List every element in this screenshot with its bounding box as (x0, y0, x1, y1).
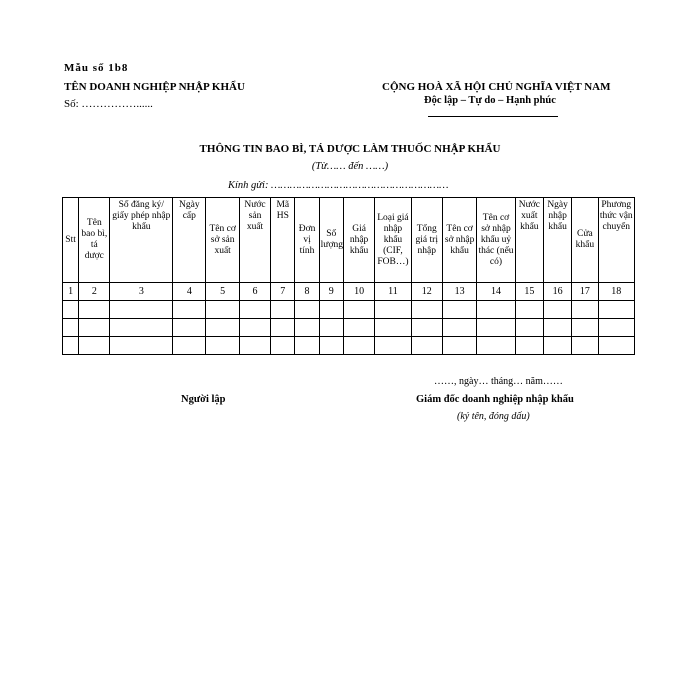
table-cell (79, 337, 110, 355)
column-number: 4 (173, 283, 206, 301)
column-number: 18 (598, 283, 634, 301)
empty-data-rows (63, 301, 635, 355)
table-cell (515, 301, 543, 319)
national-motto: Độc lập – Tự do – Hạnh phúc (424, 95, 556, 106)
table-cell (515, 319, 543, 337)
table-cell (319, 319, 343, 337)
column-number: 9 (319, 283, 343, 301)
table-cell (442, 337, 476, 355)
table-cell (295, 301, 319, 319)
col-header-importer: Tên cơ sở nhập khẩu (442, 198, 476, 283)
import-info-table (62, 197, 635, 355)
recipient-line: Kính gửi: ………………………………………………… (228, 180, 449, 191)
table-cell (343, 337, 374, 355)
table-cell (343, 301, 374, 319)
table-row (63, 337, 635, 355)
column-number: 1 (63, 283, 79, 301)
table-cell (319, 337, 343, 355)
table-cell (572, 337, 598, 355)
col-header-manufacturer: Tên cơ sở sản xuất (206, 198, 239, 283)
table-cell (110, 319, 173, 337)
table-cell (173, 337, 206, 355)
table-cell (110, 301, 173, 319)
col-header-border-gate: Cửa khẩu (572, 198, 598, 283)
table-cell (63, 319, 79, 337)
table-cell (598, 301, 634, 319)
table-cell (79, 319, 110, 337)
column-number: 11 (375, 283, 411, 301)
column-number: 10 (343, 283, 374, 301)
column-number: 8 (295, 283, 319, 301)
table-cell (206, 301, 239, 319)
table-cell (173, 319, 206, 337)
preparer-label: Người lập (181, 394, 226, 405)
table-cell (543, 319, 571, 337)
column-number: 7 (271, 283, 295, 301)
col-header-country-of-manufacture: Nước sản xuất (239, 198, 270, 283)
table-cell (543, 301, 571, 319)
company-name: TÊN DOANH NGHIỆP NHẬP KHẨU (64, 81, 245, 93)
motto-underline (428, 116, 558, 117)
table-cell (63, 337, 79, 355)
col-header-transport-method: Phương thức vận chuyển (598, 198, 634, 283)
table-cell (343, 319, 374, 337)
col-header-quantity: Số lượng (319, 198, 343, 283)
col-header-import-price: Giá nhập khẩu (343, 198, 374, 283)
table-cell (375, 337, 411, 355)
table-cell (79, 301, 110, 319)
table-cell (239, 337, 270, 355)
table-cell (572, 301, 598, 319)
table-cell (239, 301, 270, 319)
form-code: Mẫu số 1b8 (64, 62, 129, 74)
column-number: 6 (239, 283, 270, 301)
table-cell (173, 301, 206, 319)
col-header-export-country: Nước xuất khẩu (515, 198, 543, 283)
table-cell (411, 337, 442, 355)
column-number: 15 (515, 283, 543, 301)
signing-date: ……, ngày… tháng… năm…… (434, 376, 563, 387)
table-cell (206, 319, 239, 337)
table-cell (598, 337, 634, 355)
column-number: 13 (442, 283, 476, 301)
table-cell (271, 319, 295, 337)
table-cell (295, 337, 319, 355)
table-cell (572, 319, 598, 337)
col-header-name: Tên bao bì, tá dược (79, 198, 110, 283)
table-cell (598, 319, 634, 337)
col-header-stt: Stt (63, 198, 79, 283)
header-row (63, 198, 635, 283)
col-header-price-type: Loại giá nhập khẩu (CIF, FOB…) (375, 198, 411, 283)
column-number: 3 (110, 283, 173, 301)
col-header-issue-date: Ngày cấp (173, 198, 206, 283)
table-row (63, 319, 635, 337)
table-cell (477, 337, 515, 355)
col-header-unit: Đơn vị tính (295, 198, 319, 283)
table-cell (375, 301, 411, 319)
national-title: CỘNG HOÀ XÃ HỘI CHỦ NGHĨA VIỆT NAM (382, 81, 611, 93)
col-header-total-value: Tổng giá trị nhập (411, 198, 442, 283)
table-cell (239, 319, 270, 337)
table-cell (477, 319, 515, 337)
director-label: Giám đốc doanh nghiệp nhập khẩu (416, 394, 574, 405)
table-row (63, 301, 635, 319)
table-cell (271, 301, 295, 319)
document-number: Số: ……………...... (64, 98, 153, 110)
table-cell (411, 301, 442, 319)
col-header-hs-code: Mã HS (271, 198, 295, 283)
table-cell (515, 337, 543, 355)
table-cell (271, 337, 295, 355)
col-header-entrusted-importer: Tên cơ sở nhập khẩu uỷ thác (nếu có) (477, 198, 515, 283)
table-cell (442, 319, 476, 337)
column-number-row (63, 283, 635, 301)
table-cell (110, 337, 173, 355)
column-number: 5 (206, 283, 239, 301)
table-cell (411, 319, 442, 337)
table-cell (206, 337, 239, 355)
table-cell (63, 301, 79, 319)
column-number: 17 (572, 283, 598, 301)
column-number: 2 (79, 283, 110, 301)
col-header-registration: Số đăng ký/ giấy phép nhập khẩu (110, 198, 173, 283)
col-header-import-date: Ngày nhập khẩu (543, 198, 571, 283)
table-cell (375, 319, 411, 337)
table-cell (295, 319, 319, 337)
table-cell (442, 301, 476, 319)
signature-note: (ký tên, đóng dấu) (457, 411, 530, 422)
column-number: 12 (411, 283, 442, 301)
document-title: THÔNG TIN BAO BÌ, TÁ DƯỢC LÀM THUỐC NHẬP KHẨU (199, 143, 501, 155)
reporting-period: (Từ…… đến ……) (311, 161, 389, 172)
table-cell (319, 301, 343, 319)
table-cell (477, 301, 515, 319)
column-number: 14 (477, 283, 515, 301)
column-number: 16 (543, 283, 571, 301)
table-cell (543, 337, 571, 355)
